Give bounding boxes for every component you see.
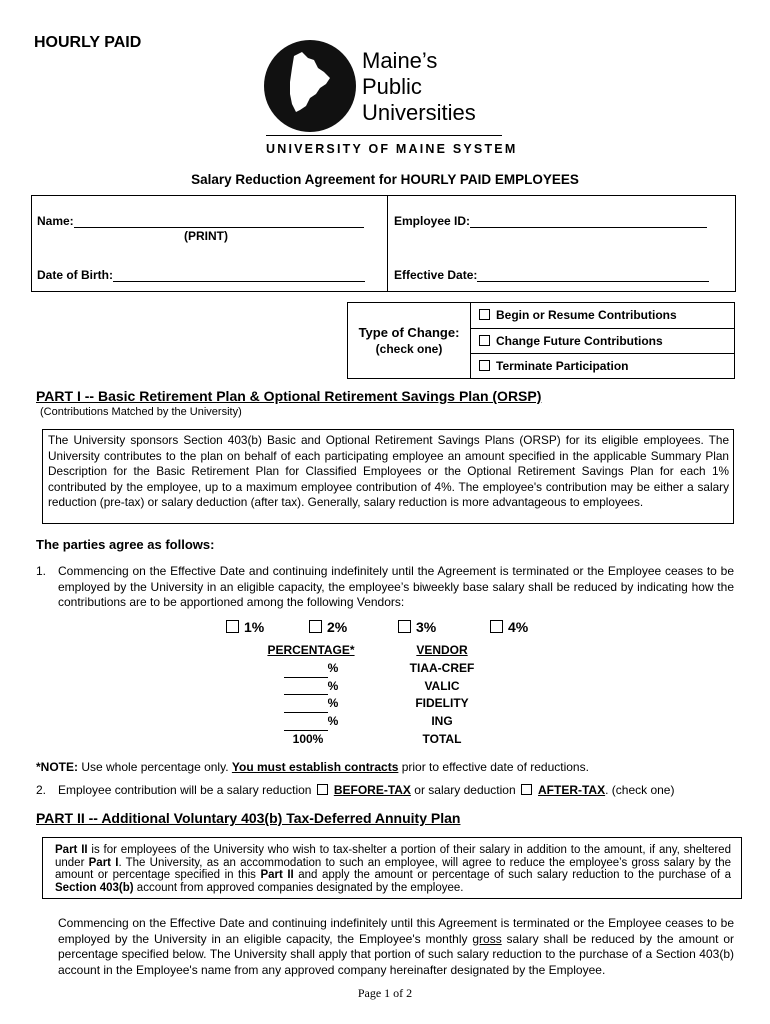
percentage-header: PERCENTAGE* xyxy=(267,643,355,657)
part2-info-box xyxy=(42,837,742,899)
print-label: (PRINT) xyxy=(184,229,228,243)
logo-divider xyxy=(266,135,502,136)
page-number: Page 1 of 2 xyxy=(357,986,413,1000)
pct-label: 1% xyxy=(244,619,265,635)
part2-text: is for employees of the University who wish to tax-shelter a portion of their salary in addition to the amount, if any, sheltered under xyxy=(55,844,731,869)
pct-label: 2% xyxy=(327,619,348,635)
employee-info-box xyxy=(31,195,736,292)
part1-info-box xyxy=(42,429,734,524)
part2-text: and apply the amount or percentage of such salary reduction to the purchase of a xyxy=(293,869,731,881)
option-label: Begin or Resume Contributions xyxy=(496,308,677,322)
percentage-input[interactable] xyxy=(284,682,328,695)
dob-field[interactable] xyxy=(37,268,365,282)
employee-id-field[interactable] xyxy=(394,214,707,228)
percentage-input-row[interactable] xyxy=(258,695,364,713)
checkbox-icon[interactable] xyxy=(398,620,411,633)
checkbox-icon[interactable] xyxy=(479,360,490,371)
name-line[interactable] xyxy=(74,215,364,228)
logo-wordmark xyxy=(362,48,476,126)
option-terminate[interactable] xyxy=(471,353,734,378)
part2-bold: Part II xyxy=(260,869,294,881)
before-tax-label: BEFORE-TAX xyxy=(333,783,411,797)
percentage-input[interactable] xyxy=(284,700,328,713)
item2-number: 2. xyxy=(36,783,47,797)
effective-date-field[interactable] xyxy=(394,268,709,282)
total-label: TOTAL xyxy=(422,731,462,746)
percentage-input-row[interactable] xyxy=(258,678,364,696)
dob-line[interactable] xyxy=(113,269,365,282)
option-change-future[interactable] xyxy=(471,328,734,353)
type-of-change-label: Type of Change: xyxy=(358,325,460,340)
effective-date-line[interactable] xyxy=(477,269,709,282)
pct-label: 3% xyxy=(416,619,437,635)
percentage-input-row[interactable] xyxy=(258,713,364,731)
percentage-input-row[interactable] xyxy=(258,660,364,678)
dob-label: Date of Birth: xyxy=(37,268,113,282)
note-tail: prior to effective date of reductions. xyxy=(401,760,589,774)
parties-heading: The parties agree as follows: xyxy=(36,537,215,552)
checkbox-icon[interactable] xyxy=(479,309,490,320)
before-tax-checkbox[interactable] xyxy=(317,784,328,795)
part1-info-text: The University sponsors Section 403(b) Basic and Optional Retirement Savings Plans (ORSP) for its eligible employees. The University contributes to the plan on behalf of each participating employee an amount specified in the applicable Summary Plan Description for the Basic Retirement Plan for Classified Employees or the Optional Retirement Savings Plan for each 1% contributed by the employee, up to a maximum employee contribution of 4%. The employee's contribution may be either a salary reduction (pre-tax) or salary deduction (after tax). Generally, salary reduction is more advantageous to employees. xyxy=(48,433,729,509)
part2-para-text: Commencing on the Effective Date and continuing indefinitely until this Agreement is terminated or the Employee ceases to be employed by the University in an eligible capacity, the Employee's monthly xyxy=(58,916,734,946)
vendor-name: VALIC xyxy=(424,678,460,693)
vendor-name: FIDELITY xyxy=(415,696,469,711)
part2-bold: Section 403(b) xyxy=(55,881,134,894)
maine-seal-logo xyxy=(262,38,358,134)
after-tax-label: AFTER-TAX xyxy=(538,783,606,797)
checkbox-icon[interactable] xyxy=(479,335,490,346)
employee-id-label: Employee ID: xyxy=(394,214,471,228)
pct-option-4[interactable] xyxy=(490,619,528,635)
percentage-input[interactable] xyxy=(284,665,328,678)
note-text: Use whole percentage only. xyxy=(81,760,229,774)
item2-text-a: Employee contribution will be a salary reduction xyxy=(58,783,312,797)
effective-date-label: Effective Date: xyxy=(394,268,478,282)
type-of-change-label-cell xyxy=(348,303,471,378)
logo-line-1: Maine’s xyxy=(362,48,438,73)
part2-text: account from approved companies designated by the employee. xyxy=(133,881,464,894)
part2-heading: PART II -- Additional Voluntary 403(b) Tax-Deferred Annuity Plan xyxy=(36,810,461,826)
note-label: *NOTE: xyxy=(36,760,78,774)
item2-text-b: or salary deduction xyxy=(414,783,516,797)
vendor-name: TIAA-CREF xyxy=(409,660,475,675)
employee-id-line[interactable] xyxy=(470,215,707,228)
vendor-header: VENDOR xyxy=(416,643,468,657)
checkbox-icon[interactable] xyxy=(309,620,322,633)
name-field[interactable] xyxy=(37,214,364,228)
percent-sign: % xyxy=(327,678,339,693)
option-label: Change Future Contributions xyxy=(496,334,663,348)
part2-bold: Part I xyxy=(88,856,119,869)
option-label: Terminate Participation xyxy=(496,359,629,373)
part1-subheading: (Contributions Matched by the University) xyxy=(40,406,242,418)
name-label: Name: xyxy=(37,214,74,228)
form-type-label: HOURLY PAID xyxy=(34,34,142,51)
part2-bold: Part II xyxy=(55,844,88,856)
item2-text-c: . (check one) xyxy=(605,783,675,797)
item1-number: 1. xyxy=(36,564,47,578)
part2-text: . The University, as an accommodation to such an employee, will agree to reduce the employee’s gross salary by the amount or percentage specified in this xyxy=(55,856,732,881)
form-title: Salary Reduction Agreement for HOURLY PAID EMPLOYEES xyxy=(191,172,579,187)
note-emphasis: You must establish contracts xyxy=(231,760,399,774)
pct-option-1[interactable] xyxy=(226,619,264,635)
after-tax-checkbox[interactable] xyxy=(521,784,532,795)
contracts-note xyxy=(36,760,589,774)
checkbox-icon[interactable] xyxy=(490,620,503,633)
gross-emphasis: gross xyxy=(472,931,502,946)
type-of-change-box xyxy=(347,302,735,379)
pct-label: 4% xyxy=(508,619,529,635)
item1-text: Commencing on the Effective Date and continuing indefinitely until the Agreement is terminated or the Employee ceases to be employed by the University in an eligible capacity, the employee’s biweekly base salary shall be reduced by indicating how the contributions are to be apportioned among the following Vendors: xyxy=(58,564,734,609)
logo-line-3: Universities xyxy=(362,100,476,125)
logo-line-2: Public xyxy=(362,74,422,99)
part2-info-text xyxy=(43,838,741,894)
checkbox-icon[interactable] xyxy=(226,620,239,633)
part2-para-text: salary shall be reduced by the amount or percentage specified below. The University shall apply that portion of such salary reduction to the purchase of a Section 403(b) account in the Employee's name from any approved company hereinafter designated by the Employee. xyxy=(58,931,735,977)
box-divider xyxy=(387,196,388,291)
vendor-column xyxy=(392,642,492,749)
percent-sign: % xyxy=(327,696,339,711)
check-one-label: (check one) xyxy=(375,342,443,356)
percentage-column xyxy=(258,642,364,749)
university-system-name: UNIVERSITY OF MAINE SYSTEM xyxy=(266,142,518,156)
percent-sign: % xyxy=(327,660,339,675)
pct-option-3[interactable] xyxy=(398,619,436,635)
vendor-name: ING xyxy=(431,714,453,729)
total-percentage: 100% xyxy=(292,731,324,746)
pct-option-2[interactable] xyxy=(309,619,347,635)
percentage-input[interactable] xyxy=(284,718,328,731)
part1-heading: PART I -- Basic Retirement Plan & Optional Retirement Savings Plan (ORSP) xyxy=(36,388,542,404)
part2-paragraph xyxy=(58,916,734,978)
percent-sign: % xyxy=(327,714,339,729)
item2-text xyxy=(58,783,674,797)
option-begin-resume[interactable] xyxy=(471,303,734,327)
